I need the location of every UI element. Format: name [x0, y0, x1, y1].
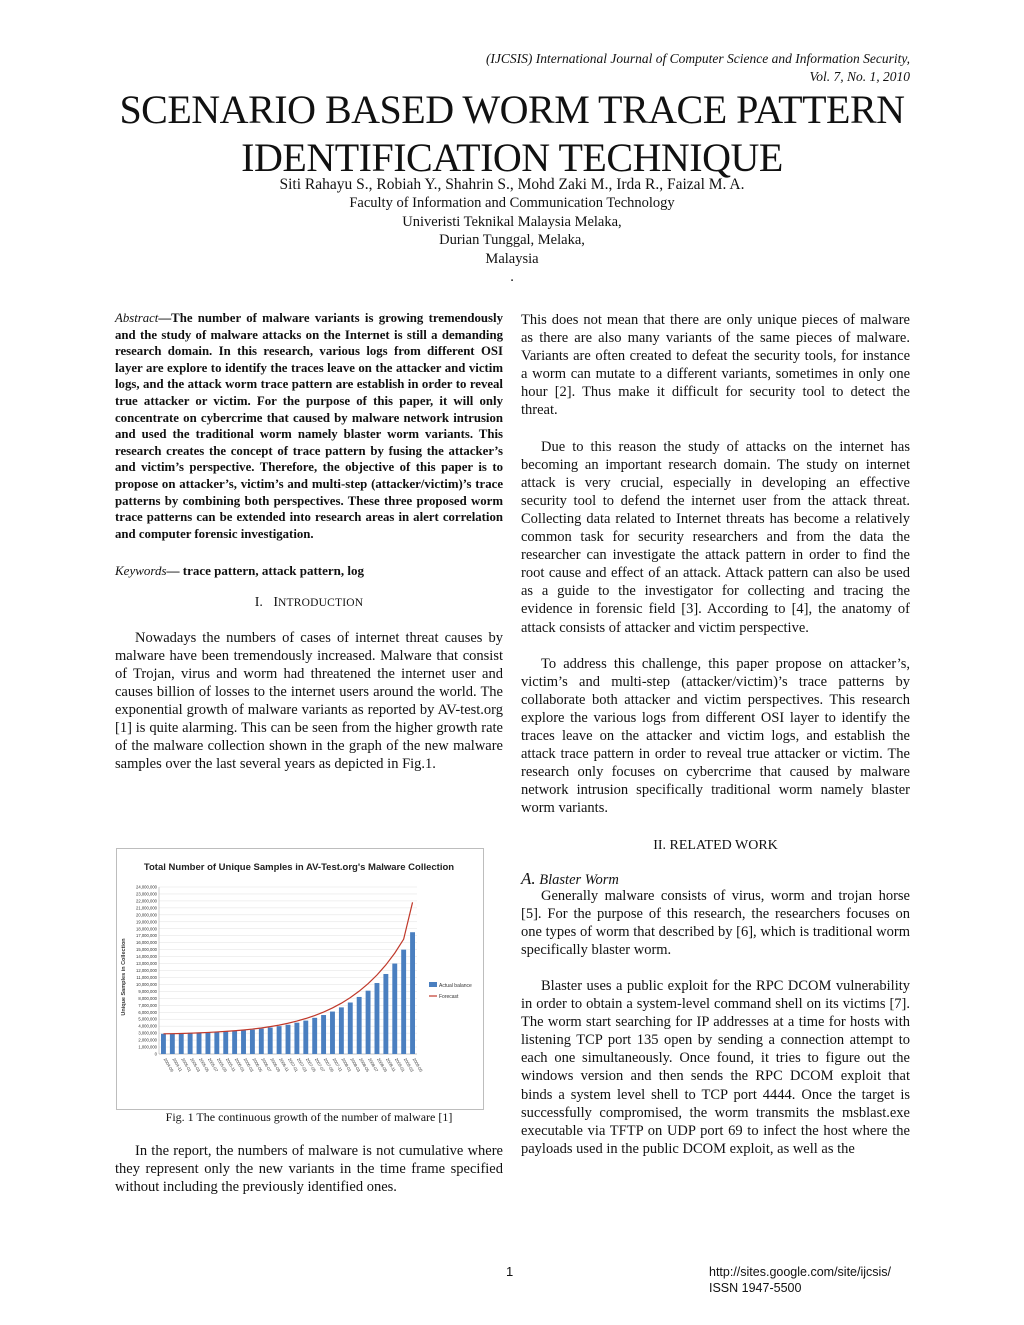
- footer-url[interactable]: http://sites.google.com/site/ijcsis/: [709, 1265, 892, 1279]
- chart-x-tick-label: 2007-01: [287, 1057, 300, 1073]
- chart-x-ticks: [163, 1057, 424, 1073]
- chart-bar: [197, 1032, 202, 1054]
- legend-label-actual: Actual balance: [439, 983, 472, 989]
- affiliation: [0, 194, 1024, 287]
- right-paragraph-4: Generally malware consists of virus, worm and trojan horse [5]. For the purpose of this research, the researchers focuses on one types of worm that described by [6], which is traditional worm specifically blaster worm.: [521, 887, 910, 958]
- chart-x-tick-label: 2005-01: [180, 1057, 193, 1073]
- chart-bar: [232, 1031, 237, 1054]
- paper-title: [0, 86, 1024, 182]
- chart-bar: [170, 1033, 175, 1054]
- chart-bar: [188, 1033, 193, 1054]
- chart-y-tick-label: 0: [154, 1051, 157, 1057]
- chart-y-tick-label: 15,000,000: [136, 947, 157, 953]
- chart-x-tick-label: 2008-01: [340, 1057, 353, 1073]
- abstract-text: The number of malware variants is growing tremendously and the study of malware attacks on the Internet is still a demanding research domain. In this research, various logs from different OSI layer are explore to identify the traces leave on the attacker and victim logs, and the attack worm trace pattern are establish in order to reveal true attacker or victim. For the purpose of this paper, it will only concentrate on cybercrime that caused by malware network intrusion and used the traditional worm namely blaster worm variants. This research creates the concept of trace pattern by fusing the attacker’s and victim’s perspective. Therefore, the objective of this paper is to propose on attacker’s, victim’s and multi-step (attacker/victim)’s trace patterns by combining both perspectives. These three proposed worm trace patterns can be extended into research areas in alert correlation and computer forensic investigation.: [115, 311, 503, 541]
- chart-bar: [303, 1021, 308, 1054]
- chart-x-tick-label: 2005-05: [198, 1057, 211, 1073]
- chart-bar: [312, 1018, 317, 1054]
- section-title-rest: NTRODUCTION: [278, 597, 364, 610]
- chart-bar: [214, 1032, 219, 1054]
- chart-bar: [357, 997, 362, 1054]
- chart-x-tick-label: 2006-03: [242, 1057, 255, 1073]
- chart-y-tick-label: 11,000,000: [136, 974, 157, 980]
- chart-x-tick-label: 2008-07: [367, 1057, 380, 1073]
- chart-bar: [259, 1029, 264, 1054]
- chart-bar: [330, 1012, 335, 1054]
- right-paragraph-2: Due to this reason the study of attacks on the internet has becoming an important research domain. The study on internet attack is very crucial, especially in developing an effective security tool to defend the internet user from the attack threat. Collecting data related to Internet threats has become a relatively common task for security researchers and from the data the researcher can investigate the attack pattern in order to find the root cause and effect of an attack. Attack pattern can also be used as a guide to the investigator for collecting and tracing the evidence in forensic field [3]. According to [4], the anatomy of attack consists of attacker and victim perspective.: [521, 438, 910, 636]
- chart-x-tick-label: 2006-09: [269, 1057, 282, 1073]
- chart-y-tick-label: 12,000,000: [136, 968, 157, 973]
- chart-x-tick-label: 2007-05: [304, 1057, 317, 1073]
- affiliation-line: Malaysia: [485, 250, 539, 267]
- chart-bar: [268, 1028, 273, 1054]
- chart-y-tick-label: 7,000,000: [138, 1002, 157, 1008]
- chart-y-tick-label: 20,000,000: [136, 912, 157, 918]
- footer-info: [709, 1264, 891, 1296]
- chart-y-tick-label: 1,000,000: [138, 1044, 157, 1050]
- chart-y-tick-label: 4,000,000: [138, 1023, 157, 1029]
- chart-bar: [392, 964, 397, 1054]
- chart-bar: [339, 1007, 344, 1054]
- chart-y-tick-label: 24,000,000: [136, 884, 157, 890]
- chart-x-tick-label: 2009-01: [393, 1057, 406, 1073]
- chart-x-tick-label: 2007-11: [331, 1057, 344, 1073]
- chart-x-tick-label: 2006-05: [251, 1057, 264, 1073]
- chart-y-tick-label: 10,000,000: [136, 981, 157, 987]
- chart-y-tick-label: 17,000,000: [136, 933, 157, 939]
- abstract: [115, 310, 503, 542]
- journal-name: (IJCSIS) International Journal of Computer Science and Information Security,: [485, 51, 910, 66]
- chart-bar: [277, 1026, 282, 1054]
- chart-x-tick-label: 2004-09: [162, 1057, 175, 1073]
- chart-y-tick-label: 21,000,000: [136, 905, 157, 911]
- left-column: [115, 310, 503, 773]
- chart-y-axis-label: Unique Samples in Collection: [121, 938, 127, 1016]
- chart-bars: [161, 932, 415, 1054]
- chart-y-tick-label: 8,000,000: [138, 995, 157, 1001]
- affiliation-line: Univeristi Teknikal Malaysia Melaka,: [402, 213, 622, 230]
- keywords-dash: —: [166, 563, 180, 579]
- keywords-text: trace pattern, attack pattern, log: [179, 563, 365, 579]
- section-title-initial: I: [273, 595, 279, 611]
- chart-x-tick-label: 2008-03: [349, 1057, 362, 1073]
- affiliation-line: Durian Tunggal, Melaka,: [439, 232, 585, 248]
- title-line-1: SCENARIO BASED WORM TRACE PATTERN: [119, 87, 905, 132]
- chart-legend: [429, 982, 472, 1000]
- chart-y-tick-label: 23,000,000: [136, 891, 157, 897]
- chart-x-tick-label: 2009-03: [402, 1057, 415, 1073]
- report-paragraph: In the report, the numbers of malware is not cumulative where they represent only the new variants in the time frame specified without including the previously identified ones.: [115, 1143, 503, 1196]
- chart-bar: [410, 932, 415, 1054]
- title-line-2: IDENTIFICATION TECHNIQUE: [241, 135, 783, 180]
- chart-y-tick-label: 16,000,000: [136, 940, 157, 946]
- chart-x-tick-label: 2005-09: [215, 1057, 228, 1073]
- affiliation-line: .: [510, 269, 514, 285]
- intro-paragraph: Nowadays the numbers of cases of internet threat causes by malware have been tremendously increased. Malware that consist of Trojan, virus and worm had threatened the internet user and causes billion of losses to the internet users around the world. The exponential growth of malware variants as reported by AV-test.org [1] is quite alarming. This can be seen from the higher growth rate of the malware collection shown in the graph of the new malware samples over the last several years as depicted in Fig.1.: [115, 629, 503, 773]
- chart-x-tick-label: 2007-09: [322, 1057, 335, 1073]
- keywords-label: Keywords: [115, 563, 167, 579]
- section-heading-introduction: [115, 594, 503, 612]
- chart-bar: [241, 1030, 246, 1054]
- chart-bar: [250, 1030, 255, 1054]
- figure-caption: Fig. 1 The continuous growth of the number of malware [1]: [165, 1110, 453, 1124]
- chart-svg: [117, 849, 483, 1109]
- chart-y-tick-label: 22,000,000: [136, 898, 157, 904]
- right-paragraph-3: To address this challenge, this paper propose on attacker’s, victim’s and multi-step (attacker/victim)’s trace patterns by collaborate both attacker and victim perspectives. This research explore the various logs from different OSI layer to identify the traces leave on the attacker and victim logs, and establish the attack trace pattern in order to reveal true attacker or victim. The research only focuses on cybercrime that caused by malware network intrusion specifically traditional worm namely blaster worm variants.: [521, 655, 910, 817]
- chart-bar: [401, 950, 406, 1054]
- subsection-letter: A.: [521, 868, 536, 888]
- chart-y-tick-label: 13,000,000: [136, 961, 157, 967]
- chart-bar: [179, 1033, 184, 1054]
- right-paragraph-1: This does not mean that there are only unique pieces of malware as there are also many variants of the same pieces of malware. Variants are often created to defeat the security tools, for instance a worm can mutate to a different variants, sometimes in only one hour [2]. Thus make it difficult for security tool to detect the threat.: [521, 312, 910, 419]
- chart-bar: [321, 1015, 326, 1054]
- chart-y-tick-label: 2,000,000: [138, 1037, 157, 1043]
- chart-bar: [294, 1023, 299, 1054]
- chart-y-tick-label: 14,000,000: [136, 954, 157, 960]
- chart-bar: [205, 1032, 210, 1054]
- right-paragraph-5: Blaster uses a public exploit for the RPC DCOM vulnerability in order to obtain a system-level command shell on its victims [7]. The worm start searching for IP addresses at a time for hosts with listening TCP port 135 open by sending a connection attempt to each one simultaneously. Once found, it tries to figure out the windows version and then sends the RPC DCOM exploit that binds a system level shell to TCP port 4444. Once the target is successfully compromised, the worm transmits the msblast.exe executable via TFTP on UDP port 69 to infect the host where the payloads used in the public DCOM exploit, as well as the: [521, 978, 910, 1157]
- abstract-dash: —: [158, 311, 172, 325]
- legend-swatch-actual: [429, 982, 437, 987]
- chart-title: Total Number of Unique Samples in AV-Test.org's Malware Collection: [143, 862, 455, 873]
- chart-x-tick-label: 2005-07: [207, 1057, 220, 1073]
- chart-x-tick-label: 2004-11: [171, 1057, 184, 1073]
- left-column-bottom: [115, 1142, 503, 1196]
- chart-x-tick-label: 2007-03: [296, 1057, 309, 1073]
- chart-x-tick-label: 2006-01: [233, 1057, 246, 1073]
- chart-y-ticks: [136, 885, 158, 1057]
- page-number: 1: [506, 1264, 514, 1279]
- chart-x-tick-label: 2009-05: [411, 1057, 424, 1073]
- chart-y-tick-label: 6,000,000: [138, 1009, 157, 1015]
- subsection-title: Blaster Worm: [539, 871, 619, 888]
- chart-bar: [366, 991, 371, 1054]
- chart-x-tick-label: 2008-05: [358, 1057, 371, 1073]
- chart-x-tick-label: 2006-11: [278, 1057, 291, 1073]
- keywords: [115, 562, 503, 580]
- section-heading-related-work: II. RELATED WORK: [653, 838, 778, 854]
- chart-y-tick-label: 5,000,000: [138, 1016, 157, 1022]
- chart-x-tick-label: 2005-03: [189, 1057, 202, 1073]
- right-column: [521, 311, 910, 1158]
- section-number: I.: [254, 595, 263, 611]
- chart-bar: [348, 1003, 353, 1054]
- chart-bar: [375, 983, 380, 1054]
- chart-bar: [161, 1034, 166, 1054]
- chart-x-tick-label: 2008-09: [376, 1057, 389, 1073]
- chart-y-tick-label: 18,000,000: [136, 926, 157, 932]
- journal-volume: Vol. 7, No. 1, 2010: [809, 69, 910, 84]
- legend-label-forecast: Forecast: [439, 994, 459, 1000]
- affiliation-line: Faculty of Information and Communication Technology: [349, 195, 675, 211]
- footer-issn: ISSN 1947-5500: [709, 1281, 802, 1295]
- chart-x-tick-label: 2005-11: [224, 1057, 237, 1073]
- journal-header: [486, 50, 910, 86]
- figure-malware-chart: [116, 848, 484, 1110]
- abstract-label: Abstract: [115, 311, 159, 325]
- chart-x-tick-label: 2006-07: [260, 1057, 273, 1073]
- author-list: Siti Rahayu S., Robiah Y., Shahrin S., Mohd Zaki M., Irda R., Faizal M. A.: [279, 176, 745, 193]
- chart-bar: [223, 1031, 228, 1054]
- chart-y-tick-label: 3,000,000: [138, 1030, 157, 1036]
- chart-x-tick-label: 2008-11: [384, 1057, 397, 1073]
- chart-y-tick-label: 9,000,000: [138, 988, 157, 994]
- chart-bar: [286, 1025, 291, 1054]
- chart-y-tick-label: 19,000,000: [136, 919, 157, 925]
- chart-bar: [383, 974, 388, 1054]
- chart-x-tick-label: 2007-07: [313, 1057, 326, 1073]
